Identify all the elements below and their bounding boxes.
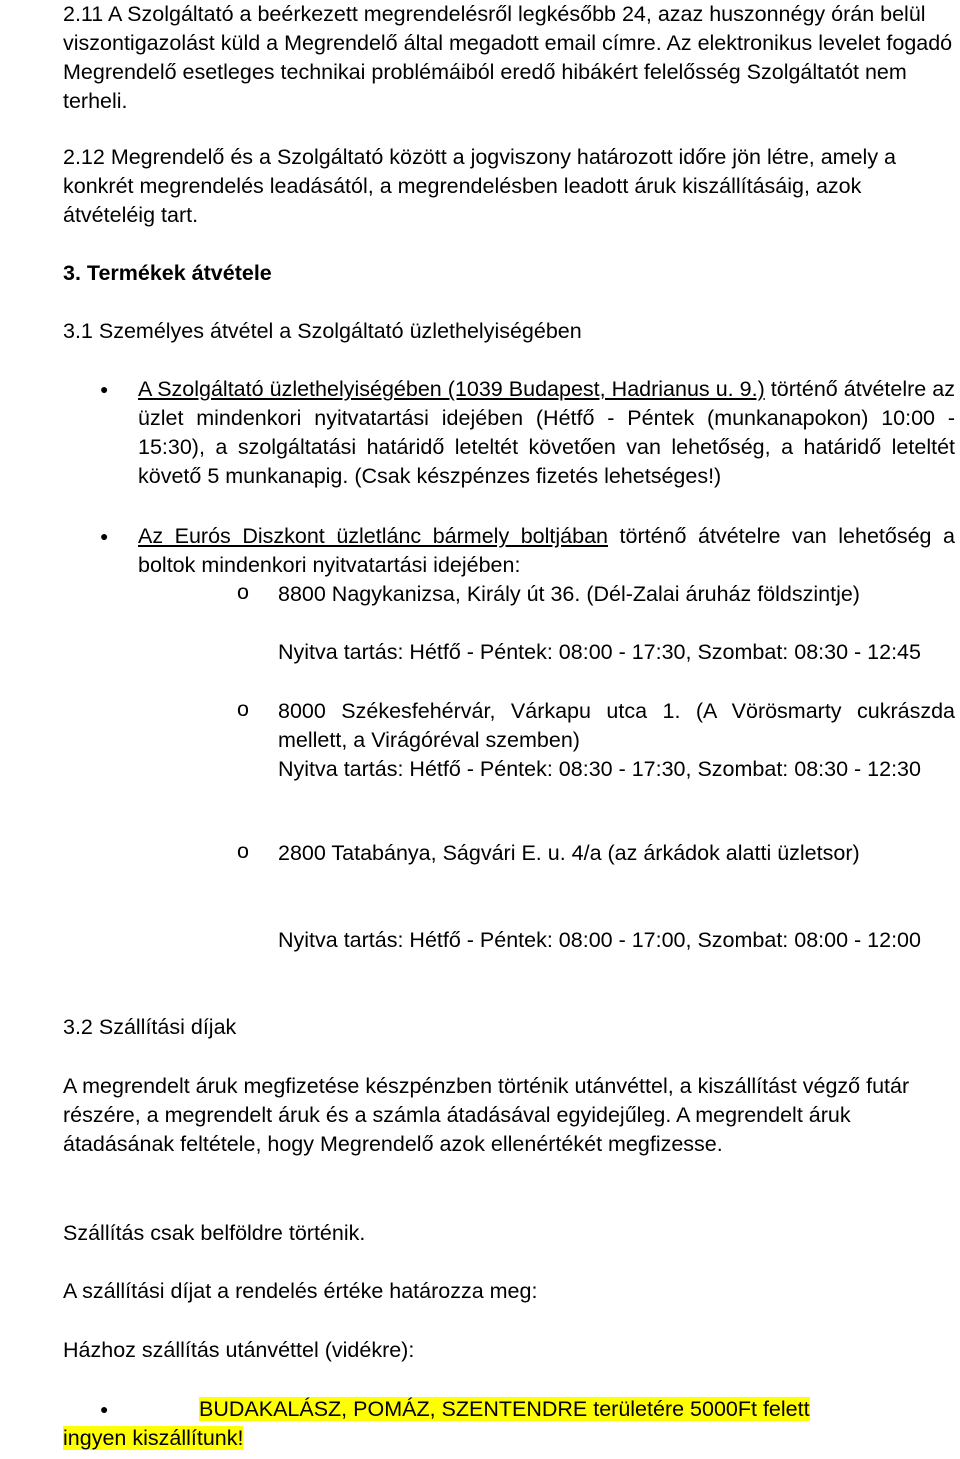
sub-marker: o [237,580,249,604]
paragraph-fee: A szállítási díjat a rendelés értéke határozza meg: [63,1279,538,1303]
section-heading-termekek-atvetele: 3. Termékek átvétele [63,261,272,285]
store-tatabanya-hours: Nyitva tartás: Hétfő - Péntek: 08:00 - 17:00, Szombat: 08:00 - 12:00 [278,928,921,952]
bullet-marker: ● [100,381,109,397]
store-nagykanizsa-address: 8800 Nagykanizsa, Király út 36. (Dél-Zalai áruház földszintje) [278,582,860,606]
store-nagykanizsa-hours: Nyitva tartás: Hétfő - Péntek: 08:00 - 17:30, Szombat: 08:30 - 12:45 [278,640,921,664]
chain-name-underlined: Az Eurós Diszkont üzletlánc bármely boltjában [138,524,609,548]
chain-pickup-details: történő átvételre van lehetőség a boltok mindenkori nyitvatartási idejében: [138,524,955,577]
highlight-line-1 [199,1395,810,1424]
bullet-marker: ● [100,528,109,544]
paragraph-2-12: 2.12 Megrendelő és a Szolgáltató között a jogviszony határozott időre jön létre, amely a konkrét megrendelés leadásától, a megrendelésben leadott áruk kiszállításáig, azok átvételéig tart. [63,145,897,227]
free-delivery-notice: BUDAKALÁSZ, POMÁZ, SZENTENDRE területére 5000Ft felett [199,1397,810,1421]
store-tatabanya-address: 2800 Tatabánya, Ságvári E. u. 4/a (az árkádok alatti üzletsor) [278,841,860,865]
paragraph-payment: A megrendelt áruk megfizetése készpénzben történik utánvéttel, a kiszállítást végző futár részére, a megrendelt áruk és a számla átadásával egyidejűleg. A megrendelt áruk átadásának feltétele, hogy Megrendelő azok ellenértékét megfizesse. [63,1074,910,1156]
subheading-3-1: 3.1 Személyes átvétel a Szolgáltató üzlethelyiségében [63,319,582,343]
paragraph-domestic: Szállítás csak belföldre történik. [63,1221,366,1245]
bullet-item-szolgaltato-uzlet [138,375,955,491]
store-szekesfehervar-address: 8000 Székesfehérvár, Várkapu utca 1. (A Vörösmarty cukrászda mellett, a Virágóréval szemben) [278,699,955,752]
store-szekesfehervar-hours: Nyitva tartás: Hétfő - Péntek: 08:30 - 17:30, Szombat: 08:30 - 12:30 [278,757,921,781]
sub-marker: o [237,697,249,721]
free-delivery-notice-end: ingyen kiszállítunk! [63,1426,244,1450]
bullet-marker: ● [100,1401,109,1417]
sub-marker: o [237,839,249,863]
paragraph-home-delivery: Házhoz szállítás utánvéttel (vidékre): [63,1338,415,1362]
subheading-3-2: 3.2 Szállítási díjak [63,1015,237,1039]
highlight-line-2 [63,1424,243,1453]
shop-address-underlined: A Szolgáltató üzlethelyiségében (1039 Budapest, Hadrianus u. 9.) [138,377,765,401]
bullet-item-euros-diszkont [138,522,955,580]
shop-pickup-details: történő átvételre az üzlet mindenkori nyitvatartási idejében (Hétfő - Péntek (munkanapokon) 10:00 - 15:30), a szolgáltatási határidő leteltét követően van lehetőség, a határidő leteltét követő 5 munkanapig. (Csak készpénzes fizetés lehetséges!) [138,377,955,488]
paragraph-2-11: 2.11 A Szolgáltató a beérkezett megrendelésről legkésőbb 24, azaz huszonnégy órán belül viszontigazolást küld a Megrendelő által megadott email címre. Az elektronikus levelet fogadó Megrendelő esetleges technikai problémáiból eredő hibákért felelősség Szolgáltatót nem terheli. [63,2,953,113]
